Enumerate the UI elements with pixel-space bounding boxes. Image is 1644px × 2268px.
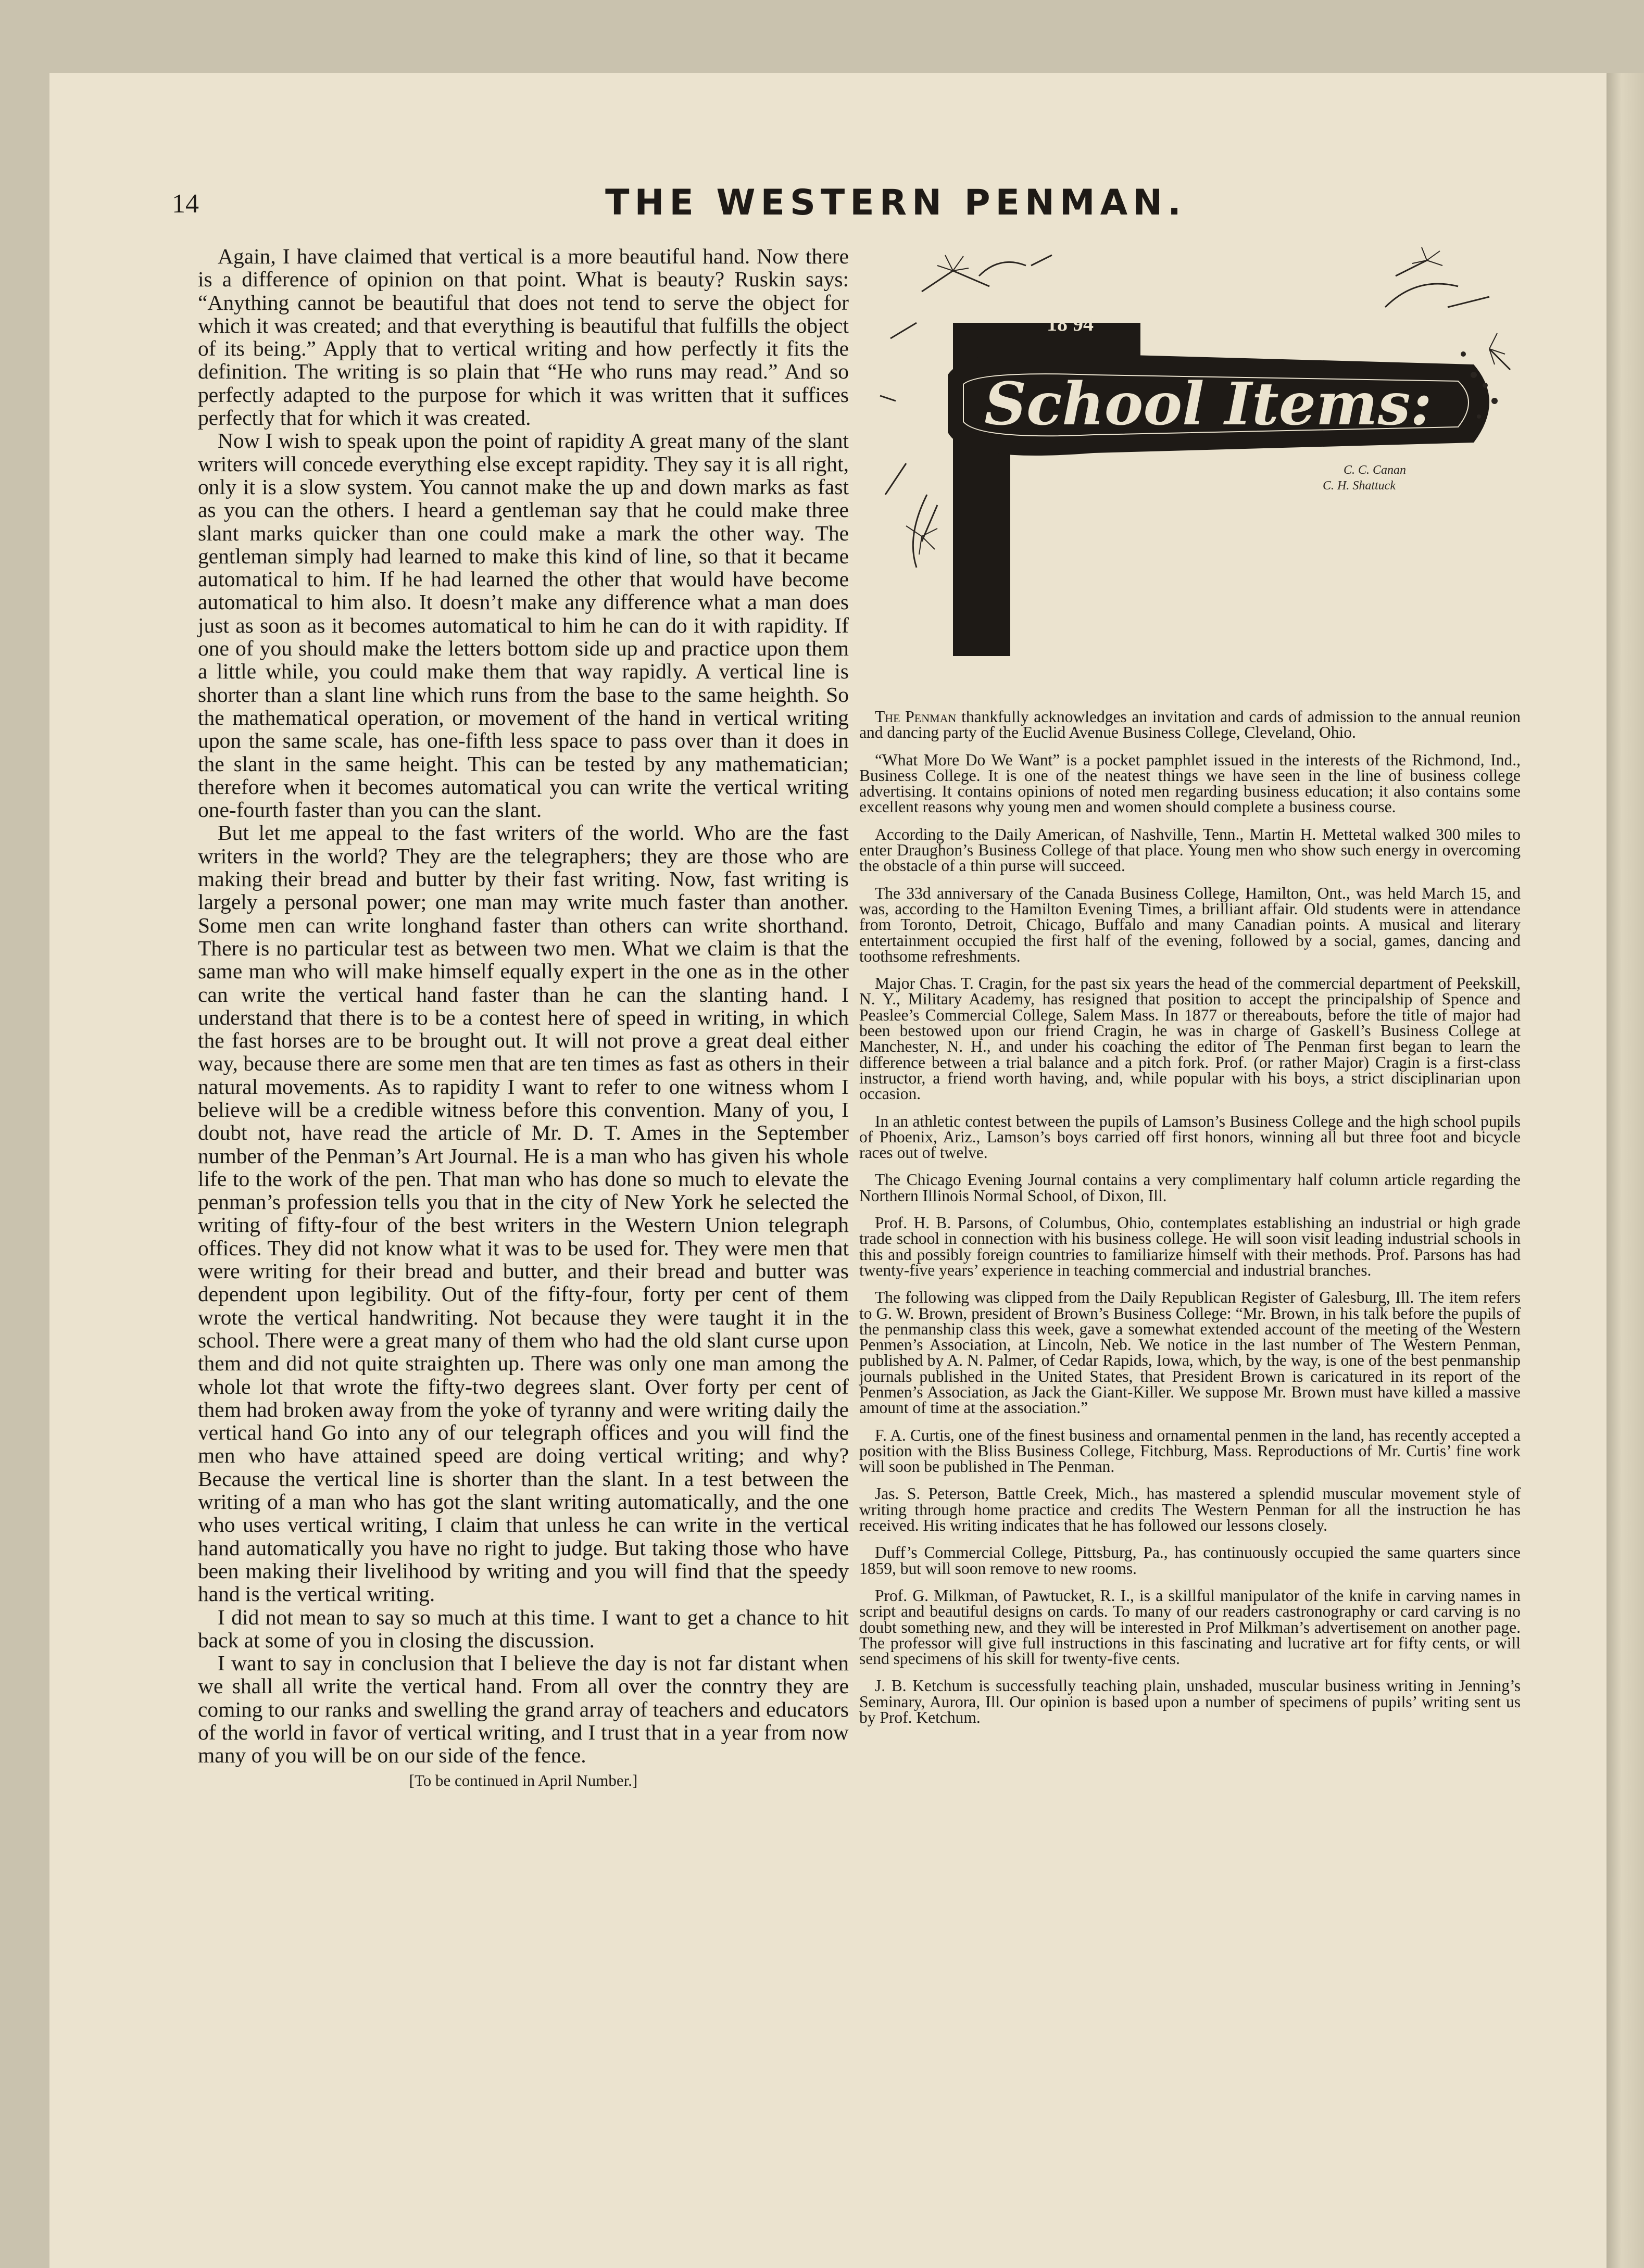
- news-item: In an athletic contest between the pupils of Lamson’s Business College and the high school pupils of Phoenix, Ariz., Lamson’s boys carried off first honors, winning all but three foot and bicycle races out of twelve.: [859, 1112, 1521, 1162]
- news-item: According to the Daily American, of Nashville, Tenn., Martin H. Mettetal walked 300 miles to enter Draughon’s Business College of that place. Young men who show such energy in overcoming the obstacle of a thin purse will succeed.: [859, 825, 1521, 875]
- banner-year-mark: 18 94: [1047, 312, 1094, 335]
- left-column-article: [198, 245, 849, 1792]
- page-number: 14: [172, 189, 199, 219]
- masthead-title: THE WESTERN PENMAN.: [605, 182, 1186, 223]
- article-paragraph: Again, I have claimed that vertical is a more beautiful hand. Now there is a difference of opinion on that point. What is beauty? Ruskin says: “Anything cannot be beautiful that does not tend to serve the object for which it was created; and that everything is beautiful that fulfills the object of its being.” Apply that to vertical writing and how perfectly it fits the definition. The writing is so plain that “He who runs may read.” And so perfectly adapted to the purpose for which it was written that it suffices perfectly that for which it was created.: [198, 244, 849, 430]
- news-item: The 33d anniversary of the Canada Business College, Hamilton, Ont., was held March 15, and was, according to the Hamilton Evening Times, a brilliant affair. Old students were in attendance from Toronto, Detroit, Chicago, Buffalo and many Canadian points. A musical and literary entertainment occupied the first half of the evening, followed by a social, games, dancing and toothsome refreshments.: [859, 884, 1521, 965]
- news-item: Major Chas. T. Cragin, for the past six years the head of the commercial department of Peekskill, N. Y., Military Academy, has resigned that position to accept the principalship of Spence and Peaslee’s Commercial College, Salem Mass. In 1877 or thereabouts, before the title of major had been bestowed upon our friend Cragin, he was in charge of Gaskell’s Business College at Manchester, N. H., and under his coaching the editor of The Penman first began to learn the difference between a trial balance and a pitch fork. Prof. (or rather Major) Cragin is a first-class instructor, a friend worth having, and, while popular with his boys, a strict disciplinarian upon occasion.: [859, 974, 1521, 1103]
- news-item: “What More Do We Want” is a pocket pamphlet issued in the interests of the Richmond, Ind., Business College. It is one of the neatest things we have seen in the line of business college advertising. It contains opinions of noted men regarding business education; it also contains some excellent reasons why young men and women should complete a business course.: [859, 750, 1521, 816]
- news-item: The Chicago Evening Journal contains a very complimentary half column article regarding the Northern Illinois Normal School, of Dixon, Ill.: [859, 1170, 1521, 1205]
- article-paragraph: I did not mean to say so much at this time. I want to get a chance to hit back at some of you in closing the discussion.: [198, 1605, 849, 1652]
- school-items-banner: [875, 245, 1521, 703]
- continued-note: [To be continued in April Number.]: [409, 1771, 638, 1790]
- news-item: The following was clipped from the Daily Republican Register of Galesburg, Ill. The item refers to G. W. Brown, president of Brown’s Business College: “Mr. Brown, in his talk before the pupils of the penmanship class this week, gave a somewhat extended account of the meeting of the Western Penmen’s Association, at Lincoln, Neb. We notice in the last number of The Western Penman, published by A. N. Palmer, of Cedar Rapids, Iowa, which, by the way, is one of the best penmanship journals published in the United States, that President Brown is caricatured in its report of the Penmen’s Association, as Jack the Giant-Killer. We suppose Mr. Brown must have killed a massive amount of time at the association.”: [859, 1288, 1521, 1417]
- news-item-lead: The Penman: [875, 708, 957, 726]
- news-item-text: thankfully acknowledges an invitation and cards of admission to the annual reunion and dancing party of the Euclid Avenue Business College, Cleveland, Ohio.: [859, 708, 1521, 742]
- banner-signature-1: C. C. Canan: [1344, 463, 1407, 477]
- news-item: Prof. G. Milkman, of Pawtucket, R. I., is a skillful manipulator of the knife in carving names in script and beautiful designs on cards. To many of our readers castronography or card carving is no doubt something new, and they will be interested in Prof Milkman’s advertisement on another page. The professor will give full instructions in this fascinating and lucrative art for fifty cents, or will send specimens of his skill for twenty-five cents.: [859, 1586, 1521, 1668]
- news-item: Prof. H. B. Parsons, of Columbus, Ohio, contemplates establishing an industrial or high grade trade school in connection with his business college. He will soon visit leading industrial schools in this and possibly foreign countries to familiarize himself with their methods. Prof. Parsons has had twenty-five years’ experience in teaching commercial and industrial branches.: [859, 1214, 1521, 1279]
- news-item: [859, 709, 1521, 741]
- news-item: Duff’s Commercial College, Pittsburg, Pa., has continuously occupied the same quarters since 1859, but will soon remove to new rooms.: [859, 1543, 1521, 1578]
- news-item: Jas. S. Peterson, Battle Creek, Mich., has mastered a splendid muscular movement style of writing through home practice and credits The Western Penman for all the instruction he has received. His writing indicates that he has followed our lessons closely.: [859, 1484, 1521, 1535]
- article-paragraph: But let me appeal to the fast writers of the world. Who are the fast writers in the world? They are the telegraphers; they are those who are making their bread and butter by their fast writing. Now, fast writing is largely a personal power; one man may write much faster than another. Some men can write longhand faster than others can write shorthand. There is no particular test as between two men. What we claim is that the same man who will make himself equally expert in the one as in the other can write the vertical hand faster than he can the slanting hand. I understand that there is to be a contest here of speed in writing, in which the fast horses are to be brought out. It will not prove a great deal either way, because there are some men that are ten times as fast as others in their natural movements. As to rapidity I want to refer to one witness whom I believe will be a credible witness before this convention. Many of you, I doubt not, have read the article of Mr. D. T. Ames in the September number of the Penman’s Art Journal. He is a man who has given his whole life to the work of the pen. That man who has done so much to elevate the penman’s profession tells you that in the city of New York he selected the writing of fifty-four of the best writers in the Western Union telegraph offices. They did not know what it was to be used for. They were men that were writing for their bread and butter, and their bread and butter was dependent upon legibility. Out of the fifty-four, forty per cent of them wrote the vertical handwriting. Not because they were taught it in the school. There were a great many of them who had the old slant curse upon them and did not quite straighten up. There was only one man among the whole lot that wrote the fifty-two degrees slant. Over forty per cent of them had broken away from the yoke of tyranny and were writing daily the vertical hand Go into any of our telegraph offices and you will find the men who have attained speed are doing vertical writing; and why? Because the vertical line is shorter than the slant. In a test between the writing of a man who has got the slant writing automatically, and the one who uses vertical writing, I claim that unless he can write in the vertical hand automatically you have no right to judge. But taking those who have been making their livelihood by writing and you will find that the speedy hand is the vertical writing.: [198, 821, 849, 1606]
- adjacent-page-edge: [1607, 73, 1644, 2268]
- article-paragraph: I want to say in conclusion that I believe the day is not far distant when we shall all write the vertical hand. From all over the conntry they are coming to our ranks and swelling the grand array of teachers and educators of the world in favor of vertical writing, and I trust that in a year from now many of you will be on our side of the fence.: [198, 1651, 849, 1768]
- banner-title: School Items:: [984, 370, 1432, 438]
- news-item: J. B. Ketchum is successfully teaching plain, unshaded, muscular business writing in Jenning’s Seminary, Aurora, Ill. Our opinion is based upon a number of specimens of pupils’ writing sent us by Prof. Ketchum.: [859, 1677, 1521, 1727]
- banner-illustration: [875, 245, 1521, 703]
- banner-signature-2: C. H. Shattuck: [1323, 479, 1396, 493]
- school-items-column: [859, 709, 1521, 1737]
- article-paragraph: Now I wish to speak upon the point of rapidity A great many of the slant writers will concede everything else except rapidity. They say it is all right, only it is a slow system. You cannot make the up and down marks as fast as you can the others. I heard a gentleman say that he could make three slant marks quicker than one could make a mark the other way. The gentleman simply had learned to make this kind of line, so that it became automatical to him. If he had learned the other that would have become automatical to him also. It doesn’t make any difference what a man does just as soon as it becomes automatical to him he can do it with rapidity. If one of you should make the letters bottom side up and practice upon them a little while, you could make them that way rapidly. A vertical line is shorter than a slant line which runs from the base to the same heighth. So the mathematical operation, or movement of the hand in vertical writing upon the same scale, has one-fifth less space to pass over than it does in the slant in the same height. This can be tested by any mathematician; therefore when it becomes automatical you can write the vertical writing one-fourth faster than you can the slant.: [198, 429, 849, 822]
- news-item: F. A. Curtis, one of the finest business and ornamental penmen in the land, has recently accepted a position with the Bliss Business College, Fitchburg, Mass. Reproductions of Mr. Curtis’ fine work will soon be published in The Penman.: [859, 1426, 1521, 1476]
